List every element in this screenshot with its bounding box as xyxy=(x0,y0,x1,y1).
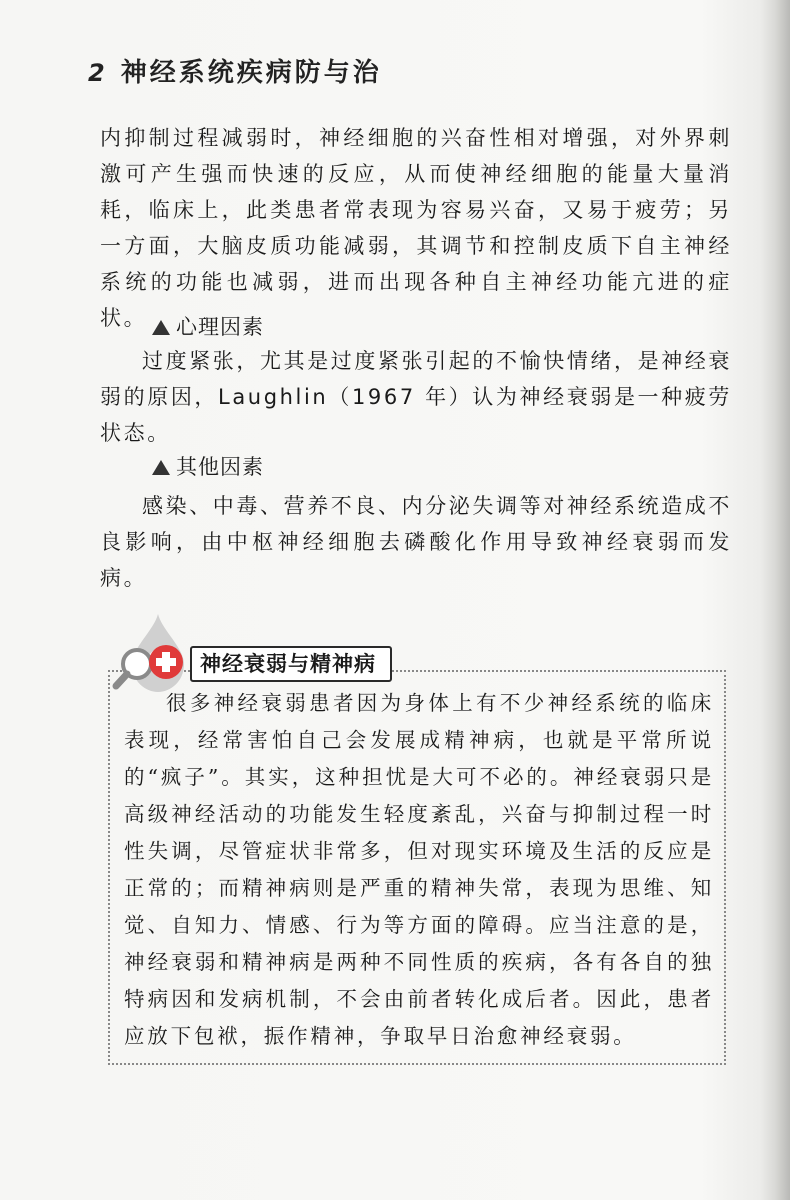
subheading-psych xyxy=(152,312,264,342)
page-number: 2 xyxy=(88,59,105,87)
info-box-title xyxy=(190,646,392,682)
subheading-psych-label: 心理因素 xyxy=(176,315,264,339)
subheading-other xyxy=(152,452,264,482)
book-title: 神经系统疾病防与治 xyxy=(120,58,382,88)
psych-paragraph: 过度紧张，尤其是过度紧张引起的不愉快情绪，是神经衰弱的原因，Laughlin（1967 年）认为神经衰弱是一种疲劳状态。 xyxy=(100,349,732,445)
intro-paragraph: 内抑制过程减弱时，神经细胞的兴奋性相对增强，对外界刺激可产生强而快速的反应，从而使神经细胞的能量大量消耗，临床上，此类患者常表现为容易兴奋，又易于疲劳；另一方面，大脑皮质功能减弱，其调节和控制皮质下自主神经系统的功能也减弱，进而出现各种自主神经功能亢进的症状。 xyxy=(100,126,732,330)
triangle-bullet-icon xyxy=(152,320,170,335)
page-header xyxy=(88,52,382,92)
triangle-bullet-icon xyxy=(152,460,170,475)
subheading-other-label: 其他因素 xyxy=(176,455,264,479)
info-box-text: 很多神经衰弱患者因为身体上有不少神经系统的临床表现，经常害怕自己会发展成精神病，也就是平常所说的“疯子”。其实，这种担忧是大可不必的。神经衰弱只是高级神经活动的功能发生轻度紊乱，兴奋与抑制过程一时性失调，尽管症状非常多，但对现实环境及生活的反应是正常的；而精神病则是严重的精神失常，表现为思维、知觉、自知力、情感、行为等方面的障碍。应当注意的是，神经衰弱和精神病是两种不同性质的疾病，各有各自的独特病因和发病机制，不会由前者转化成后者。因此，患者应放下包袱，振作精神，争取早日治愈神经衰弱。 xyxy=(124,691,714,1048)
other-paragraph: 感染、中毒、营养不良、内分泌失调等对神经系统造成不良影响，由中枢神经细胞去磷酸化作用导致神经衰弱而发病。 xyxy=(100,494,732,590)
info-box-title-text: 神经衰弱与精神病 xyxy=(200,652,376,676)
